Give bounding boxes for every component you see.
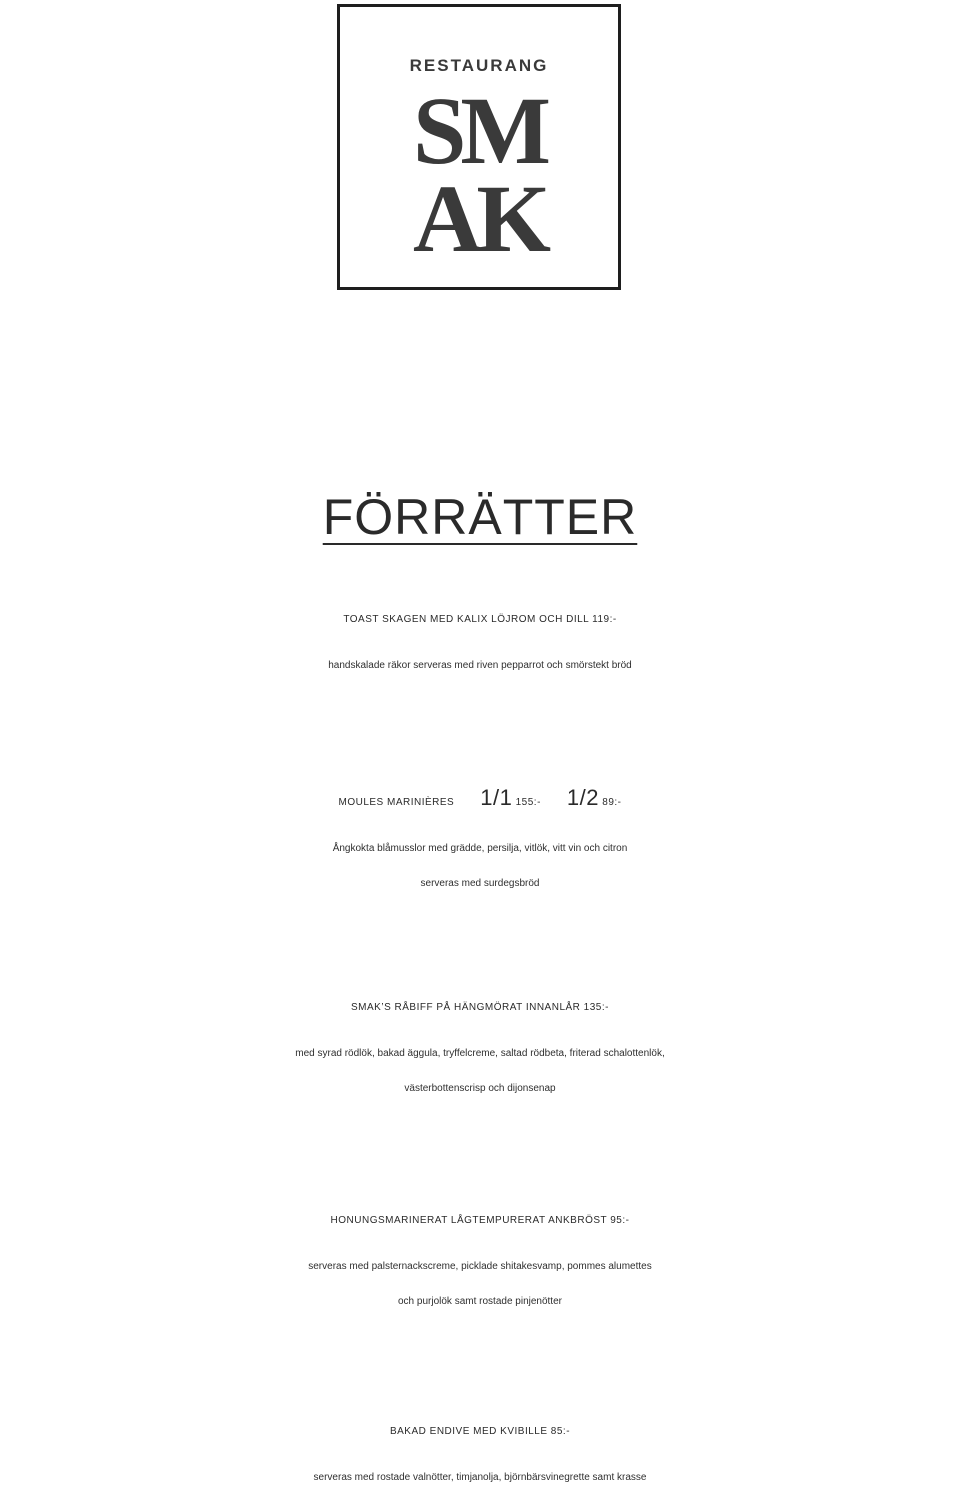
menu-item-endive [0,1414,960,1495]
logo-line-1: SM [413,77,545,184]
logo-top-text: RESTAURANG [409,56,549,75]
portion-half-price: 89:- [602,797,622,808]
menu-item-title-main: MOULES MARINIÈRES [338,797,455,808]
portion-half-label: 1/2 [566,785,599,810]
menu-item-title [0,780,960,821]
menu-item-desc: västerbottenscrisp och dijonsenap [404,1083,556,1094]
menu-item-desc: Ångkokta blåmusslor med grädde, persilja, vitlök, vitt vin och citron [332,843,628,854]
section-heading-text: FÖRRÄTTER [322,489,638,545]
menu-item-desc: serveras med surdegsbröd [420,878,540,889]
menu-item-title: TOAST SKAGEN MED KALIX LÖJROM OCH DILL 119:- [343,614,617,625]
menu-item-desc: och purjolök samt rostade pinjenötter [398,1296,562,1307]
menu-item-desc: serveras med palsternackscreme, picklade shitakesvamp, pommes alumettes [308,1261,652,1272]
menu-item-desc: handskalade räkor serveras med riven pepparrot och smörstekt bröd [328,660,632,671]
menu-item-desc: serveras med rostade valnötter, timjanolja, björnbärsvinegrette samt krasse [313,1472,647,1483]
logo-mark [340,7,618,287]
portion-full-price: 155:- [515,797,541,808]
menu-item-moules [0,780,960,901]
section-heading [0,488,960,546]
portion-full-label: 1/1 [480,785,513,810]
menu-item-rabiff [0,990,960,1106]
menu-item-desc: med syrad rödlök, bakad äggula, tryffelcreme, saltad rödbeta, friterad schalottenlök, [295,1048,665,1059]
menu-item-title: BAKAD ENDIVE MED KVIBILLE 85:- [389,1426,571,1437]
restaurant-logo [337,4,621,290]
menu-item-ankbrost [0,1203,960,1319]
menu-item-title: HONUNGSMARINERAT LÅGTEMPURERAT ANKBRÖST 95:- [330,1215,630,1226]
menu-item-title: SMAK’S RÅBIFF PÅ HÄNGMÖRAT INNANLÅR 135:- [351,1002,609,1013]
menu-item-toast-skagen [0,602,960,683]
logo-line-2: AK [413,165,545,272]
